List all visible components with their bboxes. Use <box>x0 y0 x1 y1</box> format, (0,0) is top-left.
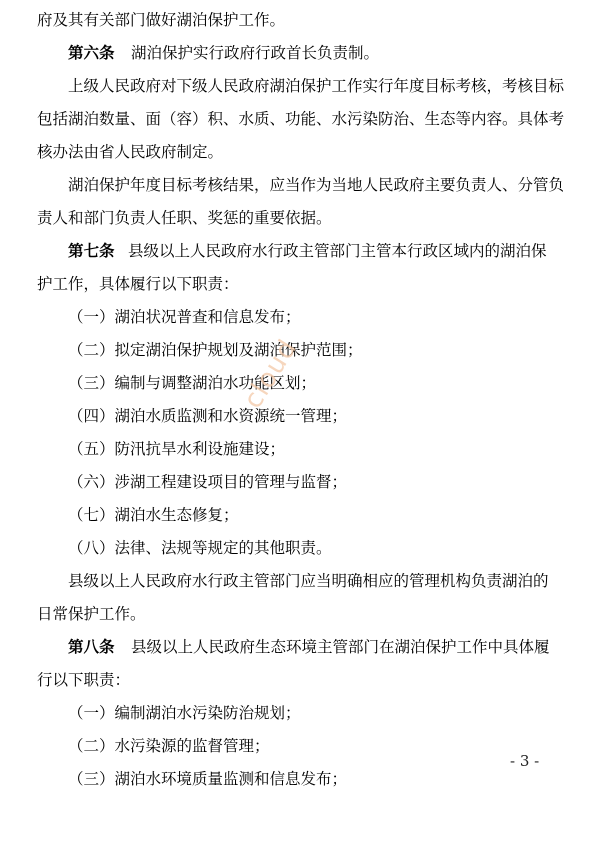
watermark: cloud <box>238 334 304 414</box>
line-text: （二）水污染源的监督管理； <box>68 737 270 755</box>
line-text: 县级以上人民政府水行政主管部门主管本行政区域内的湖泊保 <box>128 242 547 260</box>
line-text: 县级以上人民政府水行政主管部门应当明确相应的管理机构负责湖泊的 <box>68 572 549 590</box>
line-text: （五）防汛抗旱水利设施建设； <box>68 440 286 458</box>
line-text: 县级以上人民政府生态环境主管部门在湖泊保护工作中具体履 <box>131 638 550 656</box>
page-number: - 3 - <box>510 752 540 770</box>
line-text: 责人和部门负责人任职、奖惩的重要依据。 <box>37 209 332 227</box>
line-text: （八）法律、法规等规定的其他职责。 <box>68 539 332 557</box>
line-text: 核办法由省人民政府制定。 <box>37 143 224 161</box>
line-text: 行以下职责： <box>37 671 131 689</box>
line-text: （四）湖泊水质监测和水资源统一管理； <box>68 407 348 425</box>
line-text: （一）湖泊状况普查和信息发布； <box>68 308 301 326</box>
line-text: 湖泊保护实行政府行政首长负责制。 <box>131 44 380 62</box>
line-text: （六）涉湖工程建设项目的管理与监督； <box>68 473 348 491</box>
article-number: 第六条 <box>68 44 115 62</box>
line-text: （一）编制湖泊水污染防治规划； <box>68 704 301 722</box>
line-text: （二）拟定湖泊保护规划及湖泊保护范围； <box>68 341 363 359</box>
line-text: （三）湖泊水环境质量监测和信息发布； <box>68 770 348 788</box>
line-text: 包括湖泊数量、面（容）积、水质、功能、水污染防治、生态等内容。具体考 <box>37 110 565 128</box>
line-text: 护工作，具体履行以下职责： <box>37 275 239 293</box>
line-text: 湖泊保护年度目标考核结果，应当作为当地人民政府主要负责人、分管负 <box>68 176 565 194</box>
line-text: 日常保护工作。 <box>37 605 146 623</box>
line-text: 上级人民政府对下级人民政府湖泊保护工作实行年度目标考核，考核目标 <box>68 77 565 95</box>
article-number: 第八条 <box>68 638 115 656</box>
line-text: （七）湖泊水生态修复； <box>68 506 239 524</box>
article-number: 第七条 <box>68 242 115 260</box>
line-text: （三）编制与调整湖泊水功能区划； <box>68 374 317 392</box>
line-text: 府及其有关部门做好湖泊保护工作。 <box>37 11 286 29</box>
